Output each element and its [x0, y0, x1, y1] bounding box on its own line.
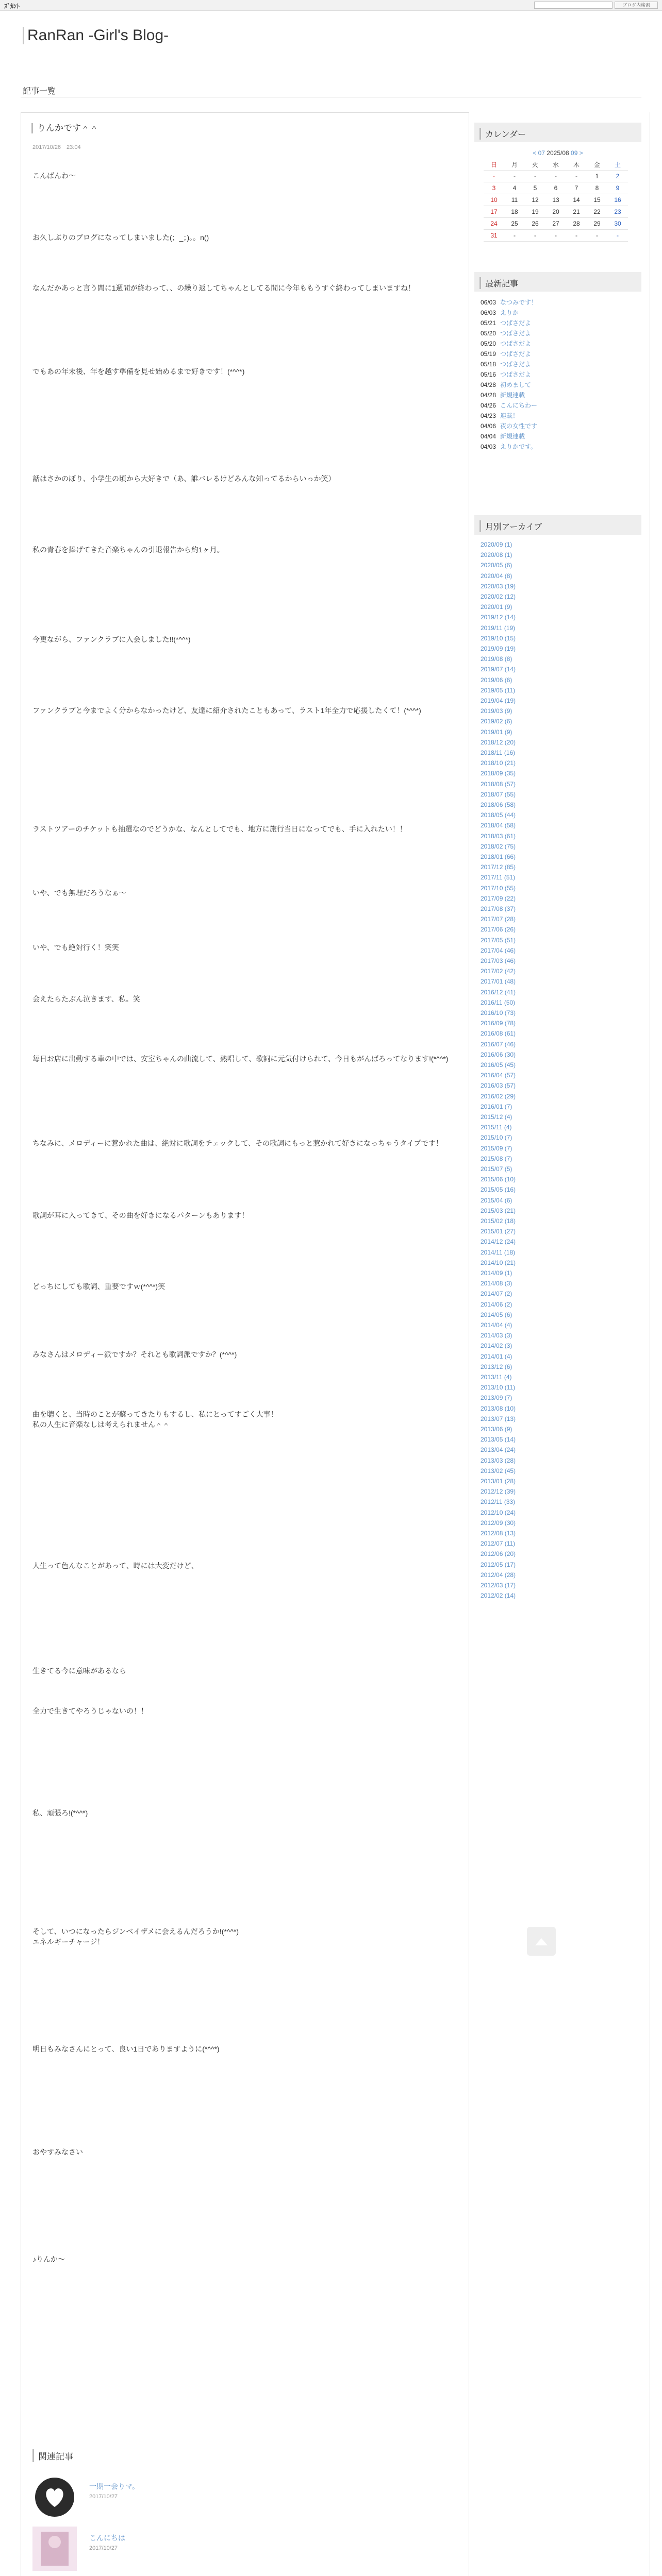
- archive-link[interactable]: 2015/02 (18): [481, 1217, 516, 1225]
- recent-date: 05/21: [481, 319, 496, 327]
- archive-link[interactable]: 2012/07 (11): [481, 1540, 516, 1548]
- calendar-day: -: [504, 230, 525, 242]
- calendar-day: 27: [545, 218, 566, 230]
- calendar-day: 19: [525, 206, 545, 218]
- recent-item[interactable]: [481, 370, 531, 379]
- archive-link[interactable]: 2016/12 (41): [481, 988, 516, 996]
- recent-link[interactable]: つばさだよ: [500, 340, 532, 347]
- post-title[interactable]: りんかです＾＾: [31, 123, 98, 133]
- related-title: 関連記事: [32, 2449, 73, 2462]
- calendar-day: -: [587, 230, 607, 242]
- recent-link[interactable]: 連載！: [500, 412, 519, 419]
- archive-link[interactable]: 2017/02 (42): [481, 968, 516, 975]
- archive-link[interactable]: 2013/09 (7): [481, 1394, 512, 1402]
- post-paragraph: ちなみに、メロディーに惹かれた曲は、絶対に歌詞をチェックして、その歌詞にもっと惹かれて好きになっちゃうタイプです！: [32, 1139, 443, 1147]
- calendar-weekday: 木: [566, 159, 587, 171]
- calendar-day: 21: [566, 206, 587, 218]
- related-item-date: 2017/10/27: [89, 2545, 118, 2551]
- post-paragraph: 私の青春を捧げてきた音楽ちゃんの引退報告から約1ヶ月。: [32, 546, 224, 554]
- calendar-day: 12: [525, 194, 545, 206]
- archive-link[interactable]: 2019/06 (6): [481, 676, 512, 684]
- archive-link[interactable]: 2014/08 (3): [481, 1280, 512, 1287]
- calendar-weekday: 金: [587, 159, 607, 171]
- post-paragraph: 全力で生きてやろうじゃないの！！: [32, 1707, 148, 1715]
- calendar-nav: [474, 149, 641, 157]
- calendar-prev-link[interactable]: < 07: [533, 149, 545, 157]
- calendar-day: -: [525, 230, 545, 242]
- archive-link[interactable]: 2013/11 (4): [481, 1374, 512, 1381]
- calendar-day: -: [566, 230, 587, 242]
- recent-link[interactable]: つばさだよ: [500, 319, 532, 327]
- recent-item[interactable]: [481, 298, 537, 307]
- calendar-day: 25: [504, 218, 525, 230]
- post-paragraph: お久しぶりのブログになってしまいました(；_；)。。n(): [32, 233, 209, 242]
- post-paragraph: こんばんわ～: [32, 172, 76, 180]
- archive-link[interactable]: 2013/07 (13): [481, 1415, 516, 1422]
- archive-link[interactable]: 2015/10 (7): [481, 1134, 512, 1142]
- archive-link[interactable]: 2017/08 (37): [481, 905, 516, 912]
- calendar-day: 13: [545, 194, 566, 206]
- recent-item[interactable]: [481, 421, 537, 430]
- archive-link[interactable]: 2013/10 (11): [481, 1384, 516, 1392]
- archive-link[interactable]: 2014/07 (2): [481, 1290, 512, 1298]
- related-item-title[interactable]: 一期一会りマ。: [89, 2482, 140, 2490]
- calendar-day: -: [607, 230, 628, 242]
- archive-link[interactable]: 2012/02 (14): [481, 1592, 516, 1600]
- recent-link[interactable]: えりかです。: [500, 443, 537, 450]
- recent-item[interactable]: [481, 401, 537, 410]
- calendar-weekday: 月: [504, 159, 525, 171]
- archive-link[interactable]: 2018/05 (44): [481, 811, 516, 819]
- archive-link[interactable]: 2018/09 (35): [481, 770, 516, 777]
- archive-link[interactable]: 2014/11 (18): [481, 1248, 516, 1256]
- calendar-day: 24: [484, 218, 504, 230]
- post-paragraph: ラストツアーのチケットも抽選なのでどうかな、なんとしてでも、地方に旅行当日になってでも、手に入れたい！！: [32, 825, 407, 833]
- calendar-day: 26: [525, 218, 545, 230]
- archive-link[interactable]: 2012/04 (28): [481, 1571, 516, 1579]
- archive-link[interactable]: 2016/06 (30): [481, 1050, 516, 1058]
- recent-item[interactable]: [481, 318, 531, 327]
- recent-item[interactable]: [481, 442, 537, 451]
- calendar-day: 11: [504, 194, 525, 206]
- post-paragraph: 人生って色んなことがあって、時には大変だけど、: [32, 1562, 198, 1570]
- calendar-day: 10: [484, 194, 504, 206]
- recent-date: 04/26: [481, 402, 496, 409]
- recent-item[interactable]: [481, 349, 531, 358]
- archive-link[interactable]: 2019/04 (19): [481, 697, 516, 704]
- calendar-day: 16: [607, 194, 628, 206]
- archive-link[interactable]: 2016/07 (46): [481, 1040, 516, 1048]
- related-item[interactable]: [32, 2475, 342, 2519]
- archive-link[interactable]: 2014/10 (21): [481, 1259, 516, 1266]
- archive-link[interactable]: 2015/08 (7): [481, 1155, 512, 1162]
- calendar-day: -: [566, 171, 587, 182]
- archive-link[interactable]: 2018/06 (58): [481, 801, 516, 808]
- calendar-day: -: [504, 171, 525, 182]
- calendar-month: 2025/08: [547, 149, 569, 157]
- archive-link[interactable]: 2017/09 (22): [481, 894, 516, 902]
- recent-link[interactable]: つばさだよ: [500, 371, 532, 378]
- archive-link[interactable]: 2020/04 (8): [481, 572, 512, 580]
- archive-link[interactable]: 2019/11 (19): [481, 624, 516, 632]
- archive-link[interactable]: 2018/10 (21): [481, 759, 516, 767]
- archive-link[interactable]: 2019/03 (9): [481, 707, 512, 715]
- archive-link[interactable]: 2012/11 (33): [481, 1498, 516, 1506]
- post-paragraph: 会えたらたぶん泣きます、私。笑: [32, 995, 140, 1003]
- post-paragraph: 毎日お店に出勤する車の中では、安室ちゃんの曲流して、熱唱して、歌詞に元気付けられて、今日もがんばろってなります!(*^^*): [32, 1055, 449, 1063]
- archive-link[interactable]: 2016/10 (73): [481, 1009, 516, 1016]
- post-paragraph: 今更ながら、ファンクラブに入会しました!!(*^^*): [32, 635, 191, 643]
- archive-link[interactable]: 2012/08 (13): [481, 1530, 516, 1537]
- archive-link[interactable]: 2019/10 (15): [481, 634, 516, 642]
- post-date: 2017/10/26 23:04: [32, 144, 81, 150]
- recent-link[interactable]: 夜の女性です: [500, 422, 538, 430]
- archive-link[interactable]: 2019/09 (19): [481, 645, 516, 652]
- related-item-title[interactable]: こんにちは: [89, 2534, 125, 2542]
- recent-link[interactable]: 新規連載: [500, 433, 525, 440]
- post-paragraph: なんだかあっと言う間に1週間が終わって、、の繰り返してちゃんとしてる間に今年ももうすぐ終わってしまいますね！: [32, 284, 416, 292]
- calendar-day: 15: [587, 194, 607, 206]
- recent-item[interactable]: [481, 339, 531, 348]
- post-paragraph: いや、でも絶対行く！笑笑: [32, 943, 119, 952]
- post-paragraph: 話はさかのぼり、小学生の頃から大好きで（あ、誰バレるけどみんな知ってるからいっか笑）: [32, 474, 336, 483]
- recent-item[interactable]: [481, 329, 531, 337]
- post-paragraph: ♪りんか～: [32, 2255, 65, 2263]
- archive-link[interactable]: 2017/12 (85): [481, 863, 516, 871]
- archive-link[interactable]: 2017/11 (51): [481, 874, 516, 882]
- calendar-day: 14: [566, 194, 587, 206]
- archive-link[interactable]: 2019/05 (11): [481, 686, 516, 694]
- calendar-day: 1: [587, 171, 607, 182]
- calendar-day: 3: [484, 182, 504, 194]
- calendar-weekday: 火: [525, 159, 545, 171]
- post-paragraph: そして、いつになったらジンベイザメに会えるんだろうか!(*^^*) エネルギーチャージ！: [32, 1927, 239, 1946]
- related-item-date: 2017/10/27: [89, 2494, 118, 2500]
- calendar-day: 4: [504, 182, 525, 194]
- archive-link[interactable]: 2014/01 (4): [481, 1352, 512, 1360]
- recent-date: 06/03: [481, 309, 496, 316]
- calendar-day: 23: [607, 206, 628, 218]
- archive-link[interactable]: 2016/01 (7): [481, 1103, 512, 1110]
- calendar-day: 18: [504, 206, 525, 218]
- calendar-day: 29: [587, 218, 607, 230]
- archive-link[interactable]: 2018/04 (58): [481, 822, 516, 829]
- calendar-day: 5: [525, 182, 545, 194]
- archive-link[interactable]: 2012/12 (39): [481, 1488, 516, 1496]
- archive-link[interactable]: 2017/07 (28): [481, 916, 516, 923]
- calendar-weekday: 水: [545, 159, 566, 171]
- recent-date: 04/28: [481, 392, 496, 399]
- archive-link[interactable]: 2015/06 (10): [481, 1176, 516, 1183]
- calendar-day: -: [484, 171, 504, 182]
- archive-link[interactable]: 2013/03 (28): [481, 1456, 516, 1464]
- archive-link[interactable]: 2013/12 (6): [481, 1363, 512, 1370]
- post-paragraph: どっちにしても歌詞、重要ですｗ(*^^*)笑: [32, 1282, 166, 1291]
- calendar-day: -: [545, 230, 566, 242]
- recent-date: 04/03: [481, 443, 496, 450]
- post-paragraph: 生きてる今に意味があるなら: [32, 1667, 126, 1675]
- related-thumbnail[interactable]: [32, 2475, 77, 2519]
- archive-link[interactable]: 2018/11 (16): [481, 749, 516, 756]
- post-paragraph: 私、頑張ろ!(*^^*): [32, 1809, 88, 1817]
- calendar-day: -: [545, 171, 566, 182]
- archive-link[interactable]: 2020/08 (1): [481, 551, 512, 559]
- archive-link[interactable]: 2018/01 (66): [481, 853, 516, 860]
- post-paragraph: おやすみなさい: [32, 2148, 83, 2156]
- calendar-day: 9: [607, 182, 628, 194]
- archive-link[interactable]: 2012/09 (30): [481, 1519, 516, 1527]
- archive-link[interactable]: 2015/07 (5): [481, 1165, 512, 1173]
- archive-link[interactable]: 2015/04 (6): [481, 1196, 512, 1204]
- archive-link[interactable]: 2015/12 (4): [481, 1113, 512, 1121]
- calendar-next-link[interactable]: 09 >: [571, 149, 583, 157]
- related-item[interactable]: [32, 2527, 342, 2571]
- recent-header: [474, 272, 641, 292]
- recent-date: 06/03: [481, 299, 496, 306]
- recent-item[interactable]: [481, 411, 519, 420]
- calendar-header: [474, 123, 641, 142]
- recent-title: 最新記事: [479, 277, 518, 289]
- post-paragraph: でもあの年末後、年を越す準備を見せ始めるまで好きです！(*^^*): [32, 367, 245, 376]
- recent-link[interactable]: つばさだよ: [500, 350, 532, 358]
- post-paragraph: 曲を聴くと、当時のことが蘇ってきたりもするし、私にとってすごく大事！ 私の人生に音楽なしは考えられません＾＾: [32, 1410, 278, 1429]
- recent-link[interactable]: 初めまして: [500, 381, 532, 388]
- archive-link[interactable]: 2020/05 (6): [481, 562, 512, 569]
- recent-date: 05/18: [481, 361, 496, 368]
- archive-link[interactable]: 2014/06 (2): [481, 1300, 512, 1308]
- archive-link[interactable]: 2017/06 (26): [481, 926, 516, 934]
- archive-link[interactable]: 2019/08 (8): [481, 655, 512, 663]
- site-title[interactable]: RanRan -Girl's Blog-: [23, 27, 169, 44]
- archive-link[interactable]: 2020/01 (9): [481, 603, 512, 611]
- calendar-day: 31: [484, 230, 504, 242]
- archive-link[interactable]: 2014/12 (24): [481, 1238, 516, 1246]
- archive-link[interactable]: 2015/05 (16): [481, 1186, 516, 1194]
- recent-link[interactable]: つばさだよ: [500, 361, 532, 368]
- archive-link[interactable]: 2018/12 (20): [481, 738, 516, 746]
- archive-header: [474, 515, 641, 535]
- archive-link[interactable]: 2014/03 (3): [481, 1332, 512, 1340]
- main-column: [21, 112, 469, 2576]
- global-header: [0, 0, 662, 11]
- archive-link[interactable]: 2013/02 (45): [481, 1467, 516, 1475]
- archive-link[interactable]: 2013/05 (14): [481, 1436, 516, 1444]
- archive-link[interactable]: 2012/06 (20): [481, 1550, 516, 1558]
- archive-link[interactable]: 2018/08 (57): [481, 780, 516, 788]
- archive-link[interactable]: 2015/03 (21): [481, 1207, 516, 1214]
- recent-date: 04/06: [481, 422, 496, 430]
- archive-link[interactable]: 2017/03 (46): [481, 957, 516, 964]
- recent-link[interactable]: なつみです！: [500, 299, 538, 306]
- search-button[interactable]: ブログ内検索: [615, 2, 658, 9]
- archive-link[interactable]: 2012/05 (17): [481, 1561, 516, 1568]
- archive-link[interactable]: 2017/10 (55): [481, 884, 516, 892]
- brand-logo[interactable]: ｽﾞｶﾝﾄ: [4, 3, 20, 10]
- archive-link[interactable]: 2012/03 (17): [481, 1582, 516, 1589]
- archive-link[interactable]: 2016/08 (61): [481, 1030, 516, 1038]
- archive-link[interactable]: 2020/03 (19): [481, 582, 516, 590]
- archive-link[interactable]: 2018/07 (55): [481, 790, 516, 798]
- archive-link[interactable]: 2014/05 (6): [481, 1311, 512, 1318]
- calendar-day: -: [525, 171, 545, 182]
- archive-link[interactable]: 2014/04 (4): [481, 1321, 512, 1329]
- calendar-day: 2: [607, 171, 628, 182]
- post-paragraph: 明日もみなさんにとって、良い1日でありますように(*^^*): [32, 2045, 220, 2053]
- archive-link[interactable]: 2016/03 (57): [481, 1082, 516, 1090]
- post-paragraph: ファンクラブと今までよく分からなかったけど、友達に紹介されたこともあって、ラスト1年全力で応援したくて！(*^^*): [32, 706, 421, 715]
- recent-date: 05/20: [481, 340, 496, 347]
- calendar-weekday: 土: [607, 159, 628, 171]
- recent-item[interactable]: [481, 308, 519, 317]
- recent-item[interactable]: [481, 380, 531, 389]
- calendar-day: 30: [607, 218, 628, 230]
- archive-link[interactable]: 2016/11 (50): [481, 998, 516, 1006]
- archive-link[interactable]: 2019/01 (9): [481, 728, 512, 736]
- recent-date: 05/19: [481, 350, 496, 358]
- archive-link[interactable]: 2017/05 (51): [481, 936, 516, 944]
- calendar-day: 6: [545, 182, 566, 194]
- calendar-day: 22: [587, 206, 607, 218]
- post-paragraph: 歌詞が耳に入ってきて、その曲を好きになるパターンもあります！: [32, 1211, 249, 1219]
- archive-link[interactable]: 2016/04 (57): [481, 1072, 516, 1079]
- nav-article-list[interactable]: 記事一覧: [23, 87, 56, 96]
- calendar-day: 7: [566, 182, 587, 194]
- recent-link[interactable]: こんにちわー: [500, 402, 538, 409]
- recent-item[interactable]: [481, 391, 525, 399]
- recent-date: 04/23: [481, 412, 496, 419]
- archive-link[interactable]: 2013/01 (28): [481, 1478, 516, 1485]
- scroll-top-button[interactable]: [527, 1927, 556, 1956]
- archive-link[interactable]: 2019/12 (14): [481, 614, 516, 621]
- calendar-day: 28: [566, 218, 587, 230]
- archive-link[interactable]: 2013/06 (9): [481, 1426, 512, 1433]
- archive-link[interactable]: 2014/02 (3): [481, 1342, 512, 1350]
- archive-link[interactable]: 2012/10 (24): [481, 1509, 516, 1516]
- recent-date: 04/04: [481, 433, 496, 440]
- calendar-grid: [484, 159, 628, 242]
- related-thumbnail[interactable]: [32, 2527, 77, 2571]
- calendar-day: 17: [484, 206, 504, 218]
- recent-item[interactable]: [481, 360, 531, 368]
- archive-link[interactable]: 2015/11 (4): [481, 1124, 512, 1131]
- archive-link[interactable]: 2016/05 (45): [481, 1061, 516, 1069]
- archive-link[interactable]: 2017/01 (48): [481, 978, 516, 986]
- calendar-title: カレンダー: [479, 128, 526, 140]
- archive-link[interactable]: 2014/09 (1): [481, 1269, 512, 1277]
- recent-item[interactable]: [481, 432, 525, 440]
- archive-link[interactable]: 2020/02 (12): [481, 593, 516, 600]
- archive-title: 月別アーカイブ: [479, 520, 542, 532]
- archive-link[interactable]: 2020/09 (1): [481, 541, 512, 548]
- archive-link[interactable]: 2015/01 (27): [481, 1228, 516, 1235]
- archive-link[interactable]: 2013/04 (24): [481, 1446, 516, 1454]
- recent-date: 04/28: [481, 381, 496, 388]
- archive-link[interactable]: 2019/02 (6): [481, 718, 512, 725]
- recent-date: 05/20: [481, 330, 496, 337]
- post-paragraph: みなさんはメロディー派ですか？それとも歌詞派ですか？(*^^*): [32, 1350, 237, 1359]
- archive-link[interactable]: 2019/07 (14): [481, 666, 516, 673]
- recent-link[interactable]: えりか: [500, 309, 519, 316]
- calendar-weekday: 日: [484, 159, 504, 171]
- archive-link[interactable]: 2016/02 (29): [481, 1092, 516, 1100]
- archive-link[interactable]: 2013/08 (10): [481, 1404, 516, 1412]
- search-input[interactable]: [534, 2, 613, 9]
- archive-link[interactable]: 2017/04 (46): [481, 946, 516, 954]
- calendar-day: 20: [545, 206, 566, 218]
- calendar-day: 8: [587, 182, 607, 194]
- recent-link[interactable]: つばさだよ: [500, 330, 532, 337]
- archive-link[interactable]: 2018/02 (75): [481, 842, 516, 850]
- recent-date: 05/16: [481, 371, 496, 378]
- archive-link[interactable]: 2018/03 (61): [481, 832, 516, 840]
- post-paragraph: いや、でも無理だろうなぁ～: [32, 889, 126, 897]
- archive-link[interactable]: 2015/09 (7): [481, 1144, 512, 1152]
- archive-link[interactable]: 2016/09 (78): [481, 1020, 516, 1027]
- recent-link[interactable]: 新規連載: [500, 392, 525, 399]
